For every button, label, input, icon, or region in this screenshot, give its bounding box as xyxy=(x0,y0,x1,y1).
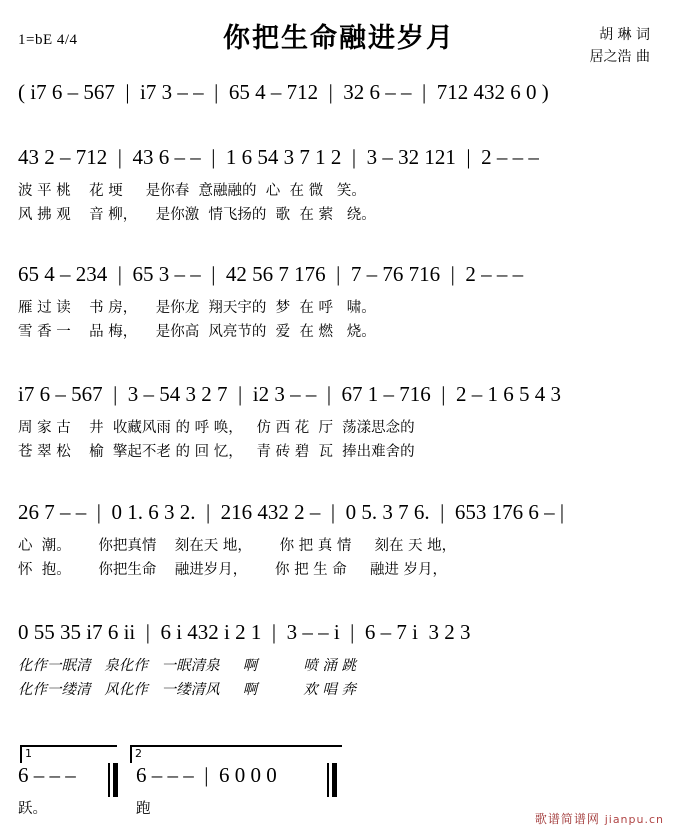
lyric-line-1: 波 平 桃 花 埂 是你春 意融融的 心 在 微 笑。 xyxy=(18,183,366,199)
first-ending-notation: 6 – – – xyxy=(18,763,76,787)
final-barline-thin xyxy=(327,763,329,797)
lyric-line-2: 苍 翠 松 榆 擎起不老 的 回 忆， 青 砖 碧 瓦 捧出难舍的 xyxy=(18,444,415,460)
lyric-line-2: 雪 香 一 品 梅， 是你高 风亮节的 爱 在 燃 烧。 xyxy=(18,324,376,340)
lyric-line-1: 雁 过 读 书 房， 是你龙 翔天宇的 梦 在 呼 啸。 xyxy=(18,300,376,316)
watermark xyxy=(535,810,664,827)
music-system-3 xyxy=(0,382,678,464)
lyric-line-2: 风 拂 观 音 柳， 是你激 情飞扬的 歌 在 萦 绕。 xyxy=(18,207,376,223)
second-ending-lyric: 跑 xyxy=(136,801,151,817)
composer-credit: 居之浩 曲 xyxy=(589,49,650,65)
first-ending-lyric: 跃。 xyxy=(18,801,47,817)
music-system-5 xyxy=(0,620,678,702)
notation-line: 43 2 – 712 | 43 6 – – | 1 6 54 3 7 1 2 | 3 – 32 121 | 2 – – – xyxy=(18,145,539,169)
music-system-4 xyxy=(0,500,678,582)
second-ending-notation: 6 – – – | 6 0 0 0 xyxy=(136,763,277,787)
music-system-endings xyxy=(0,745,678,815)
lyric-line-1: 周 家 古 井 收藏风雨 的 呼 唤， 仿 西 花 厅 荡漾思念的 xyxy=(18,420,415,436)
lyric-line-2: 化作一缕清 风化作 一缕清风 啊 欢 唱 奔 xyxy=(18,682,357,698)
first-ending-number: 1 xyxy=(25,747,32,760)
notation-line: 0 55 35 i7 6 ii | 6 i 432 i 2 1 | 3 – – i | 6 – 7 i 3 2 3 xyxy=(18,620,471,644)
music-system-intro xyxy=(0,80,678,114)
watermark-site: jianpu.cn xyxy=(604,813,664,826)
notation-line: 26 7 – – | 0 1. 6 3 2. | 216 432 2 – | 0 5. 3 7 6. | 653 176 6 – | xyxy=(18,500,565,524)
first-ending-bracket xyxy=(20,745,117,763)
lyric-line-1: 心 潮。 你把真情 刻在天 地， 你 把 真 情 刻在 天 地， xyxy=(18,538,457,554)
lyric-line-2: 怀 抱。 你把生命 融进岁月， 你 把 生 命 融进 岁月， xyxy=(18,562,447,578)
page-title: 你把生命融进岁月 xyxy=(223,23,455,54)
lyric-line-1: 化作一眠清 泉化作 一眠清泉 啊 喷 涌 跳 xyxy=(18,658,357,674)
notation-line: 65 4 – 234 | 65 3 – – | 42 56 7 176 | 7 – 76 716 | 2 – – – xyxy=(18,262,524,286)
second-ending-number: 2 xyxy=(135,747,142,760)
key-signature: 1=bE 4/4 xyxy=(18,32,78,48)
notation-line: i7 6 – 567 | 3 – 54 3 2 7 | i2 3 – – | 67 1 – 716 | 2 – 1 6 5 4 3 xyxy=(18,382,561,406)
lyricist-credit: 胡 琳 词 xyxy=(599,27,650,43)
notation-line: ( i7 6 – 567 | i7 3 – – | 65 4 – 712 | 32 6 – – | 712 432 6 0 ) xyxy=(18,80,549,104)
watermark-text: 歌谱简谱网 xyxy=(534,812,600,826)
credits xyxy=(590,24,650,68)
music-system-2 xyxy=(0,262,678,344)
music-system-1 xyxy=(0,145,678,227)
final-barline-thick xyxy=(332,763,337,797)
repeat-barline-thin xyxy=(108,763,110,797)
second-ending-bracket xyxy=(130,745,342,763)
